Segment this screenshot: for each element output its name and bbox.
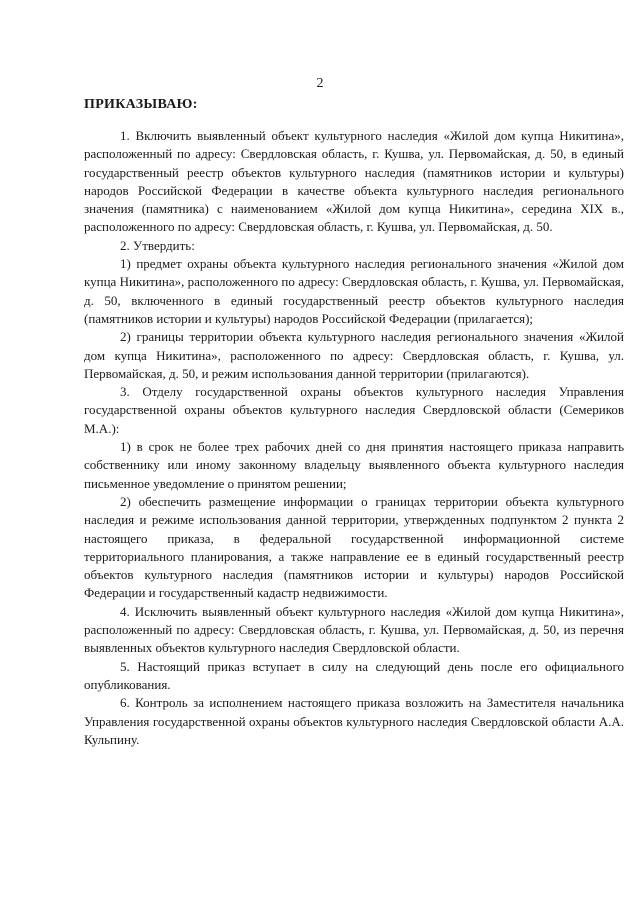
order-heading: ПРИКАЗЫВАЮ: [84,97,198,112]
paragraph-2-1: 1) предмет охраны объекта культурного наследия регионального значения «Жилой дом купца Никитина», расположенного по адресу: Свердловская область, г. Кушва, ул. Первомайская, д. 50, включенного в единый государственный реестр объектов культурного наследия (памятников истории и культуры) народов Российской Федерации (прилагается); [84,256,624,326]
page-number: 2 [316,76,324,91]
paragraph-3-1: 1) в срок не более трех рабочих дней со дня принятия настоящего приказа направить собственнику или иному законному владельцу выявленного объекта культурного наследия письменное уведомление о принятом решении; [84,439,624,491]
paragraph-5: 5. Настоящий приказ вступает в силу на следующий день после его официального опубликования. [84,658,624,692]
paragraph-1: 1. Включить выявленный объект культурного наследия «Жилой дом купца Никитина», расположенный по адресу: Свердловская область, г. Кушва, ул. Первомайская, д. 50, в единый государственный реестр объектов культурного наследия (памятников истории и культуры) народов Российской Федерации в качестве объекта культурного наследия регионального значения (памятника) с наименованием «Жилой дом купца Никитина», середина XIX в., расположенного по адресу: Свердловская область, г. Кушва, ул. Первомайская, д. 50. [84,128,624,235]
paragraph-3: 3. Отделу государственной охраны объектов культурного наследия Управления государственной охраны объектов культурного наследия Свердловской области (Семериков М.А.): [84,384,624,436]
paragraph-4: 4. Исключить выявленный объект культурного наследия «Жилой дом купца Никитина», расположенный по адресу: Свердловская область, г. Кушва, ул. Первомайская, д. 50, из перечня выявленных объектов культурного наследия Свердловской области. [84,603,624,656]
paragraph-2: 2. Утвердить: [120,237,195,253]
paragraph-6: 6. Контроль за исполнением настоящего приказа возложить на Заместителя начальника Управления государственной охраны объектов культурного наследия Свердловской области А.А. Кульпину. [84,695,624,747]
paragraph-3-2: 2) обеспечить размещение информации о границах территории объекта культурного наследия и режиме использования данной территории, утвержденных подпунктом 2 пункта 2 настоящего приказа, в федеральной государственной информационной системе территориального планирования, а также направление ее в единый государственный реестр объектов культурного наследия (памятников истории и культуры) народов Российской Федерации и государственный кадастр недвижимости. [84,493,624,601]
order-body [84,127,624,749]
paragraph-2-2: 2) границы территории объекта культурного наследия регионального значения «Жилой дом купца Никитина», расположенного по адресу: Свердловская область, г. Кушва, ул. Первомайская, д. 50, и режим использования данной территории (прилагаются). [84,329,624,381]
